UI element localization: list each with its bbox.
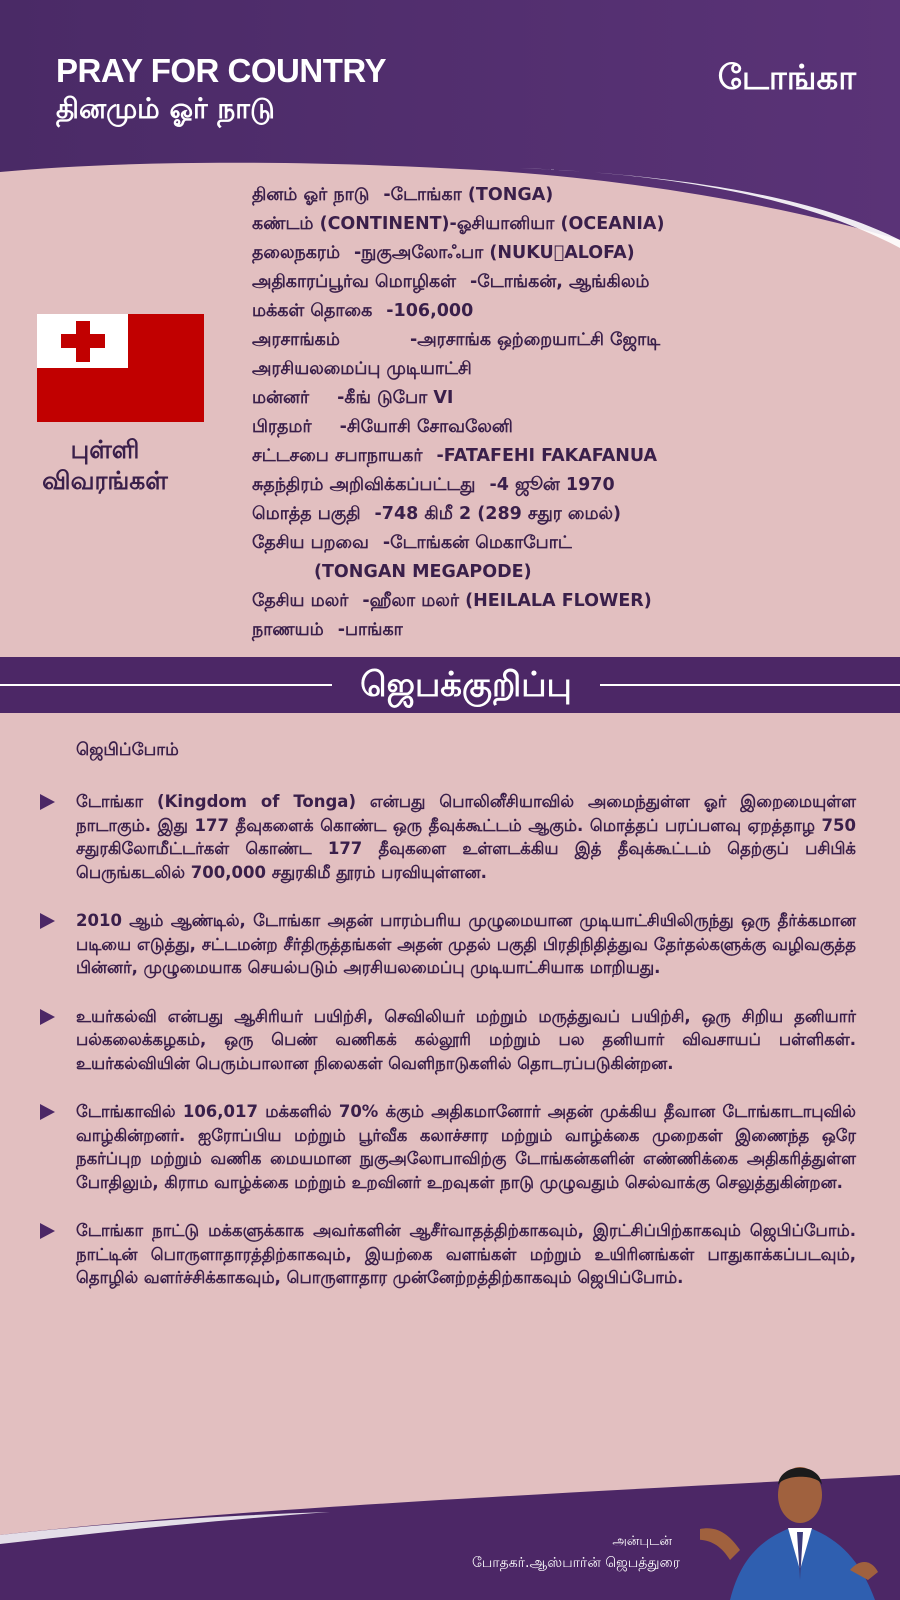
fact-row [252,471,872,500]
fact-key: (TONGAN MEGAPODE) [314,562,532,582]
fact-row [252,384,872,413]
fact-key: சட்டசபை சபாநாயகர் [252,446,423,466]
fact-value: -பாங்கா [337,620,403,640]
signature-greeting: அன்புடன் [612,1534,672,1549]
bullet-arrow-icon [40,1009,55,1025]
pastor-portrait [700,1440,900,1600]
prayer-body [40,740,856,1290]
fact-row [252,413,872,442]
fact-value: -சியோசி சோவலேனி [339,417,513,437]
bullet-arrow-icon [40,794,55,810]
fact-value: -106,000 [386,301,474,321]
fact-row [252,442,872,471]
prayer-point-text: டோங்கா நாட்டு மக்களுக்காக அவர்களின் ஆசீர்வாதத்திற்காகவும், இரட்சிப்பிற்காகவும் ஜெபிப்போம். நாட்டின் பொருளாதாரத்திற்காகவும், இயற்கை வளங்கள் மற்றும் உயிரினங்கள் பாதுகாக்கப்படவும், தொழில் வளர்ச்சிக்காகவும், பொருளாதார முன்னேற்றத்திற்காகவும் ஜெபிப்போம். [76,1221,856,1287]
fact-row [252,558,872,587]
country-name: டோங்கா [717,58,856,98]
fact-row [252,268,872,297]
band-divider-left [0,684,332,686]
brand-title-tamil: தினமும் ஓர் நாடு [56,92,275,125]
fact-key: தேசிய மலர் [252,591,349,611]
facts-label-line2: விவரங்கள் [42,466,168,495]
brand-title-english: PRAY FOR COUNTRY [56,52,386,89]
prayer-point-text: டோங்காவில் 106,017 மக்களில் 70% க்கும் அதிகமானோர் அதன் முக்கிய தீவான டோங்காடாபுவில் வாழ்கின்றனர். ஐரோப்பிய மற்றும் பூர்வீக கலாச்சார மற்றும் வாழ்க்கை முறைகள் இணைந்த ஒரே நகர்ப்புற மற்றும் வணிக மையமான நுகுஅலோபாவிற்கு டோங்கன்களின் எண்ணிக்கை அதிகரித்துள்ள போதிலும், கிராம வாழ்க்கை மற்றும் உறவினர் உறவுகள் நாடு முழுவதும் செல்வாக்கு செலுத்துகின்றன. [76,1102,856,1192]
prayer-point [40,909,856,980]
fact-row [252,529,872,558]
fact-key: சுதந்திரம் அறிவிக்கப்பட்டது [252,475,476,495]
prayer-point [40,1005,856,1076]
fact-value: -ஹீலா மலர் (HEILALA FLOWER) [362,591,652,611]
fact-key: நாணயம் [252,620,324,640]
prayer-point [40,790,856,884]
fact-row [252,181,872,210]
fact-key: தலைநகரம் [252,243,341,263]
fact-key: மக்கள் தொகை [252,301,373,321]
fact-row [252,210,872,239]
facts-list [252,181,872,645]
prayer-lead: ஜெபிப்போம் [76,740,179,760]
fact-row [252,587,872,616]
tonga-flag-icon [37,314,204,422]
fact-key: மொத்த பகுதி [252,504,361,524]
fact-value: -4 ஜூன் 1970 [489,475,615,495]
fact-row [252,239,872,268]
fact-key: மன்னர் [252,388,310,408]
facts-label [30,434,180,496]
fact-value: -கீங் டுபோ VI [337,388,454,408]
prayer-point-text: 2010 ஆம் ஆண்டில், டோங்கா அதன் பாரம்பரிய முழுமையான முடியாட்சியிலிருந்து ஒரு தீர்க்கமான படியை எடுத்து, சட்டமன்ற சீர்திருத்தங்கள் அதன் முதல் பகுதி பிரதிநிதித்துவ தேர்தல்களுக்கு வழிவகுத்த பின்னர், முழுமையாக செயல்படும் அரசியலமைப்பு முடியாட்சியாக மாறியது. [76,911,856,977]
fact-key: அரசியலமைப்பு முடியாட்சி [252,359,472,379]
bullet-arrow-icon [40,1104,55,1120]
fact-row [252,616,872,645]
section-title: ஜெபக்குறிப்பு [360,665,572,705]
fact-value: -அரசாங்க ஒற்றையாட்சி ஜோடி [409,330,661,350]
prayer-point [40,1219,856,1290]
fact-value: -நுகுஅலோஃபா (NUKU ALOFA) [354,243,635,263]
fact-key: அதிகாரப்பூர்வ மொழிகள் [252,272,457,292]
fact-row [252,500,872,529]
signature-name: போதகர்.ஆஸ்பார்ன் ஜெபத்துரை [471,1555,680,1571]
fact-value: -டோங்கன் மெகாபோட் [382,533,572,553]
fact-value: -டோங்கன், ஆங்கிலம் [470,272,650,292]
fact-value: -748 கிமீ 2 (289 சதுர மைல்) [374,504,622,524]
fact-row [252,297,872,326]
facts-label-line1: புள்ளி [70,435,140,464]
fact-key: பிரதமர் [252,417,312,437]
fact-key: அரசாங்கம் [252,330,340,350]
fact-key: தினம் ஓர் நாடு [252,185,370,205]
fact-value: -FATAFEHI FAKAFANUA [436,446,658,466]
section-band [0,657,900,713]
fact-key: தேசிய பறவை [252,533,369,553]
prayer-point-text: டோங்கா (Kingdom of Tonga) என்பது பொலினீசியாவில் அமைந்துள்ள ஓர் இறைமையுள்ள நாடாகும். இது 177 தீவுகளைக் கொண்ட ஒரு தீவுக்கூட்டம் ஆகும். மொத்தப் பரப்பளவு ஏறத்தாழ 750 சதுரகிலோமீட்டர்கள் கொண்ட 177 தீவுகளை உள்ளடக்கிய இத் தீவுக்கூட்டம் தெற்குப் பசிபிக் பெருங்கடலில் 700,000 சதுரகிமீ தூரம் பரவியுள்ளன. [76,792,856,882]
fact-row [252,326,872,355]
band-divider-right [600,684,900,686]
fact-row [252,355,872,384]
fact-value: -டோங்கா (TONGA) [383,185,554,205]
bullet-arrow-icon [40,1223,55,1239]
fact-key: கண்டம் (CONTINENT)-ஓசியானியா (OCEANIA) [252,214,665,234]
prayer-point-text: உயர்கல்வி என்பது ஆசிரியர் பயிற்சி, செவிலியர் மற்றும் மருத்துவப் பயிற்சி, ஒரு சிறிய தனியார் பல்கலைக்கழகம், ஒரு பெண் வணிகக் கல்லூரி மற்றும் பல தனியார் விவசாயப் பள்ளிகள். உயர்கல்வியின் பெரும்பாலான நிலைகள் வெளிநாடுகளில் தொடரப்படுகின்றன. [76,1006,856,1073]
bullet-arrow-icon [40,913,55,929]
prayer-point [40,1100,856,1194]
